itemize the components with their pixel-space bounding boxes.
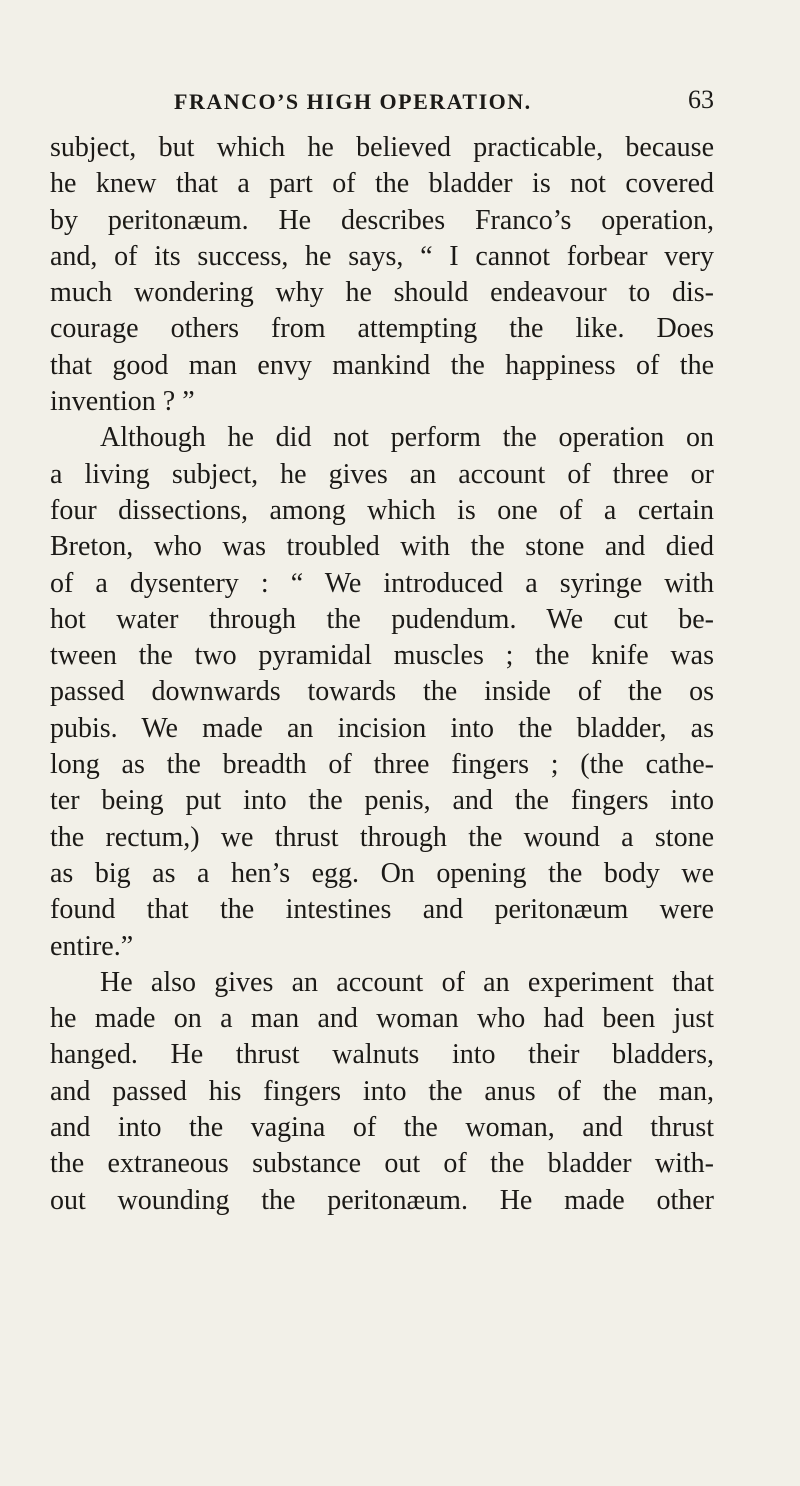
running-title: FRANCO’S HIGH OPERATION. bbox=[174, 89, 532, 114]
text-line: a living subject, he gives an account of three or bbox=[50, 458, 714, 490]
text-line: he made on a man and woman who had been just bbox=[50, 1003, 714, 1035]
text-line: as big as a hen’s egg. On opening the body we bbox=[50, 857, 714, 889]
text-line: and passed his fingers into the anus of the man, bbox=[50, 1075, 714, 1107]
text-line: pubis. We made an incision into the bladder, as bbox=[50, 712, 714, 744]
text-line: of a dysentery : “ We introduced a syringe with bbox=[50, 567, 714, 599]
text-line: the extraneous substance out of the bladder with- bbox=[50, 1148, 714, 1180]
text-line: four dissections, among which is one of a certain bbox=[50, 494, 714, 526]
running-head bbox=[50, 85, 714, 130]
text-line: by peritonæum. He describes Franco’s operation, bbox=[50, 204, 714, 236]
text-line: Breton, who was troubled with the stone and died bbox=[50, 531, 714, 563]
text-line: the rectum,) we thrust through the wound a stone bbox=[50, 821, 714, 853]
text-line: much wondering why he should endeavour to dis- bbox=[50, 277, 714, 309]
text-line: out wounding the peritonæum. He made other bbox=[50, 1184, 714, 1216]
page-number: 63 bbox=[688, 85, 714, 114]
text-line: that good man envy mankind the happiness of the bbox=[50, 349, 714, 381]
text-line: invention ? ” bbox=[50, 386, 195, 418]
text-line: ter being put into the penis, and the fingers into bbox=[50, 785, 714, 817]
text-line: and, of its success, he says, “ I cannot forbear very bbox=[50, 240, 714, 272]
text-line: hanged. He thrust walnuts into their bladders, bbox=[50, 1039, 714, 1071]
body-text bbox=[50, 130, 714, 1219]
text-line: found that the intestines and peritonæum were bbox=[50, 894, 714, 926]
text-line: and into the vagina of the woman, and thrust bbox=[50, 1112, 714, 1144]
text-line: passed downwards towards the inside of the os bbox=[50, 676, 714, 708]
text-line: hot water through the pudendum. We cut be- bbox=[50, 603, 714, 635]
text-line: entire.” bbox=[50, 930, 134, 962]
text-line: He also gives an account of an experiment that bbox=[100, 966, 714, 998]
text-line: he knew that a part of the bladder is not covered bbox=[50, 168, 714, 200]
text-line: long as the breadth of three fingers ; (the cathe- bbox=[50, 749, 714, 781]
text-line: subject, but which he believed practicable, because bbox=[50, 132, 714, 163]
text-line: courage others from attempting the like. Does bbox=[50, 313, 714, 345]
text-line: tween the two pyramidal muscles ; the knife was bbox=[50, 640, 714, 672]
text-line: Although he did not perform the operation on bbox=[100, 422, 714, 454]
